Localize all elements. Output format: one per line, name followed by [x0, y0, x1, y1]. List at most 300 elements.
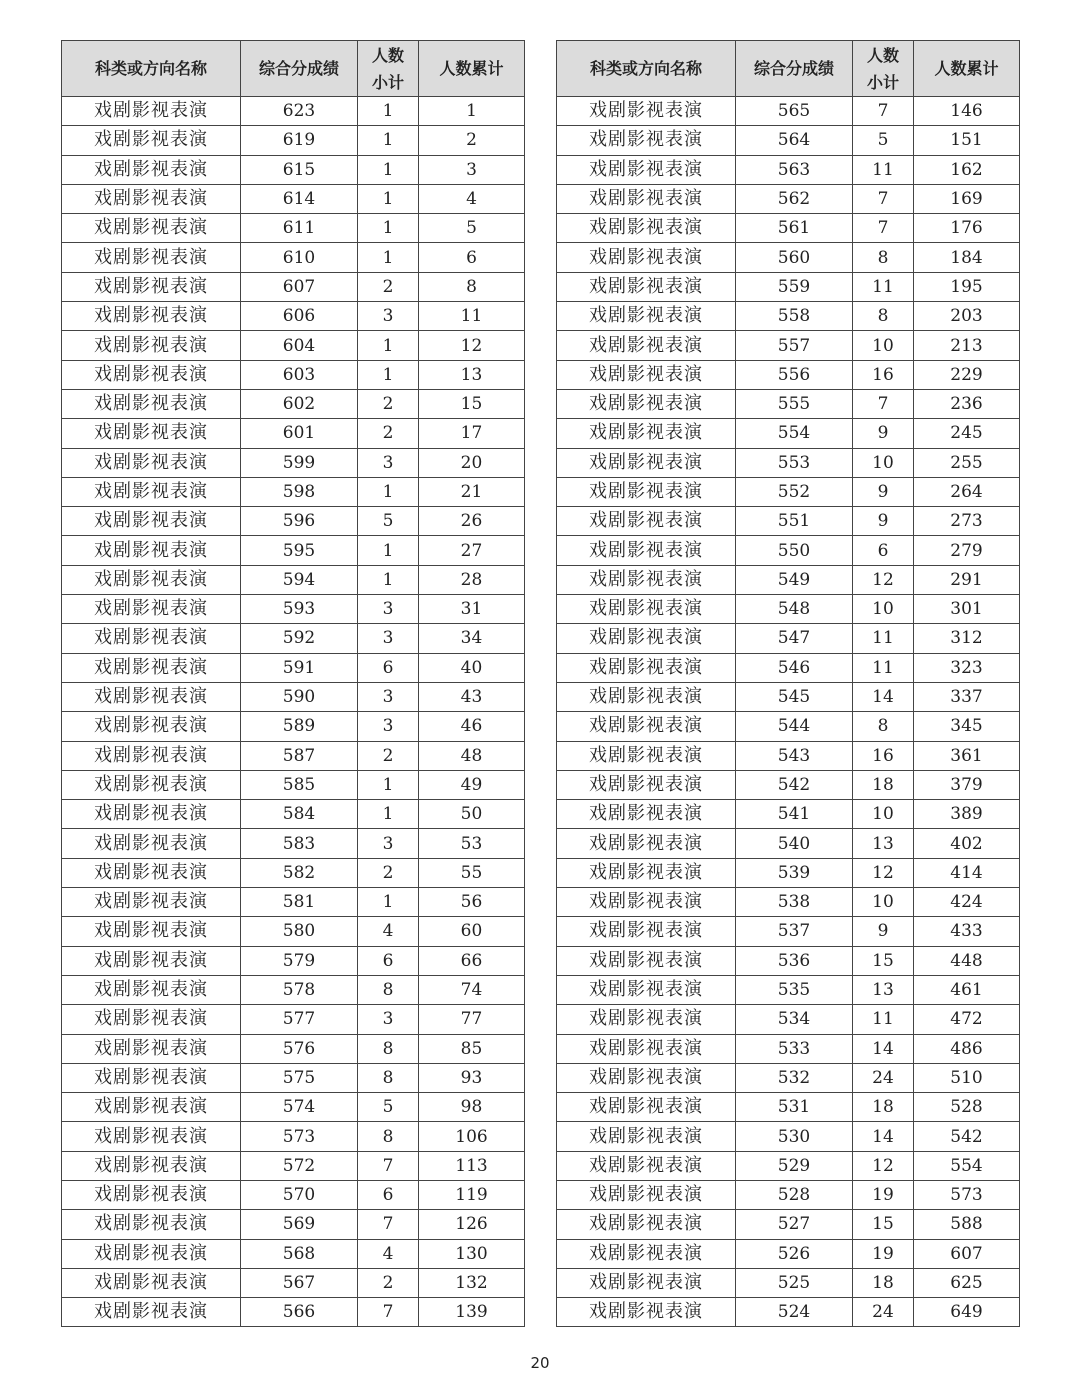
name-cell: 戏剧影视表演	[557, 302, 736, 331]
count-cell: 1	[358, 800, 419, 829]
name-cell: 戏剧影视表演	[62, 829, 241, 858]
score-cell: 528	[736, 1180, 853, 1209]
score-cell: 529	[736, 1151, 853, 1180]
cumulative-cell: 236	[914, 389, 1020, 418]
table-row	[557, 565, 1020, 594]
table-row	[62, 682, 525, 711]
name-cell: 戏剧影视表演	[557, 1180, 736, 1209]
name-cell: 戏剧影视表演	[557, 565, 736, 594]
name-cell: 戏剧影视表演	[62, 1268, 241, 1297]
count-cell: 1	[358, 536, 419, 565]
table-row	[62, 419, 525, 448]
score-cell: 607	[241, 272, 358, 301]
table-row	[62, 536, 525, 565]
header-count-line2: 小计	[371, 72, 404, 92]
score-cell: 525	[736, 1268, 853, 1297]
score-cell: 563	[736, 155, 853, 184]
count-cell: 2	[358, 858, 419, 887]
cumulative-cell: 98	[419, 1093, 525, 1122]
table-row	[62, 770, 525, 799]
count-cell: 15	[853, 1210, 914, 1239]
table-row	[557, 975, 1020, 1004]
cumulative-cell: 361	[914, 741, 1020, 770]
header-cumulative: 人数累计	[419, 41, 525, 97]
score-cell: 576	[241, 1034, 358, 1063]
table-row	[557, 360, 1020, 389]
count-cell: 1	[358, 155, 419, 184]
count-cell: 1	[358, 331, 419, 360]
table-row	[557, 419, 1020, 448]
cumulative-cell: 126	[419, 1210, 525, 1239]
name-cell: 戏剧影视表演	[62, 1210, 241, 1239]
count-cell: 11	[853, 1005, 914, 1034]
count-cell: 11	[853, 624, 914, 653]
score-cell: 573	[241, 1122, 358, 1151]
name-cell: 戏剧影视表演	[62, 917, 241, 946]
table-row	[557, 1268, 1020, 1297]
score-cell: 559	[736, 272, 853, 301]
score-table-right	[556, 40, 1020, 1327]
cumulative-cell: 2	[419, 126, 525, 155]
score-cell: 598	[241, 477, 358, 506]
score-cell: 611	[241, 214, 358, 243]
cumulative-cell: 229	[914, 360, 1020, 389]
score-cell: 590	[241, 682, 358, 711]
count-cell: 19	[853, 1239, 914, 1268]
table-row	[62, 1005, 525, 1034]
score-cell: 558	[736, 302, 853, 331]
cumulative-cell: 402	[914, 829, 1020, 858]
name-cell: 戏剧影视表演	[62, 507, 241, 536]
score-cell: 564	[736, 126, 853, 155]
score-cell: 594	[241, 565, 358, 594]
score-cell: 572	[241, 1151, 358, 1180]
table-row	[62, 1093, 525, 1122]
cumulative-cell: 146	[914, 97, 1020, 126]
score-cell: 527	[736, 1210, 853, 1239]
score-cell: 577	[241, 1005, 358, 1034]
name-cell: 戏剧影视表演	[557, 800, 736, 829]
count-cell: 8	[358, 975, 419, 1004]
score-cell: 599	[241, 448, 358, 477]
header-name: 科类或方向名称	[62, 41, 241, 97]
cumulative-cell: 184	[914, 243, 1020, 272]
count-cell: 7	[358, 1298, 419, 1327]
score-cell: 534	[736, 1005, 853, 1034]
cumulative-cell: 213	[914, 331, 1020, 360]
cumulative-cell: 588	[914, 1210, 1020, 1239]
count-cell: 1	[358, 360, 419, 389]
cumulative-cell: 433	[914, 917, 1020, 946]
name-cell: 戏剧影视表演	[62, 214, 241, 243]
name-cell: 戏剧影视表演	[62, 595, 241, 624]
score-cell: 550	[736, 536, 853, 565]
count-cell: 8	[358, 1034, 419, 1063]
score-cell: 538	[736, 888, 853, 917]
cumulative-cell: 50	[419, 800, 525, 829]
cumulative-cell: 176	[914, 214, 1020, 243]
count-cell: 2	[358, 419, 419, 448]
score-cell: 589	[241, 712, 358, 741]
table-row	[62, 1151, 525, 1180]
name-cell: 戏剧影视表演	[557, 214, 736, 243]
score-cell: 575	[241, 1063, 358, 1092]
table-row	[62, 1268, 525, 1297]
score-cell: 547	[736, 624, 853, 653]
table-row	[62, 1298, 525, 1327]
score-cell: 539	[736, 858, 853, 887]
table-row	[557, 1239, 1020, 1268]
count-cell: 11	[853, 272, 914, 301]
name-cell: 戏剧影视表演	[557, 272, 736, 301]
count-cell: 5	[358, 1093, 419, 1122]
table-row	[557, 1298, 1020, 1327]
score-cell: 552	[736, 477, 853, 506]
table-row	[62, 360, 525, 389]
cumulative-cell: 93	[419, 1063, 525, 1092]
cumulative-cell: 26	[419, 507, 525, 536]
score-cell: 602	[241, 389, 358, 418]
table-row	[62, 1210, 525, 1239]
table-row	[62, 653, 525, 682]
count-cell: 9	[853, 507, 914, 536]
table-row	[557, 126, 1020, 155]
cumulative-cell: 573	[914, 1180, 1020, 1209]
header-name: 科类或方向名称	[557, 41, 736, 97]
score-cell: 603	[241, 360, 358, 389]
table-row	[557, 888, 1020, 917]
cumulative-cell: 20	[419, 448, 525, 477]
cumulative-cell: 130	[419, 1239, 525, 1268]
cumulative-cell: 46	[419, 712, 525, 741]
cumulative-cell: 43	[419, 682, 525, 711]
count-cell: 11	[853, 155, 914, 184]
table-row	[557, 858, 1020, 887]
score-cell: 584	[241, 800, 358, 829]
score-cell: 570	[241, 1180, 358, 1209]
count-cell: 9	[853, 477, 914, 506]
name-cell: 戏剧影视表演	[557, 1005, 736, 1034]
cumulative-cell: 1	[419, 97, 525, 126]
table-row	[557, 389, 1020, 418]
cumulative-cell: 379	[914, 770, 1020, 799]
cumulative-cell: 74	[419, 975, 525, 1004]
count-cell: 8	[853, 243, 914, 272]
score-cell: 581	[241, 888, 358, 917]
table-row	[557, 1151, 1020, 1180]
name-cell: 戏剧影视表演	[62, 858, 241, 887]
cumulative-cell: 323	[914, 653, 1020, 682]
cumulative-cell: 424	[914, 888, 1020, 917]
cumulative-cell: 31	[419, 595, 525, 624]
name-cell: 戏剧影视表演	[62, 477, 241, 506]
cumulative-cell: 291	[914, 565, 1020, 594]
name-cell: 戏剧影视表演	[557, 1093, 736, 1122]
table-row	[62, 829, 525, 858]
table-row	[62, 1122, 525, 1151]
score-cell: 574	[241, 1093, 358, 1122]
cumulative-cell: 77	[419, 1005, 525, 1034]
table-row	[557, 1093, 1020, 1122]
cumulative-cell: 414	[914, 858, 1020, 887]
name-cell: 戏剧影视表演	[62, 243, 241, 272]
table-row	[557, 155, 1020, 184]
score-cell: 562	[736, 184, 853, 213]
cumulative-cell: 3	[419, 155, 525, 184]
name-cell: 戏剧影视表演	[557, 624, 736, 653]
score-table-left	[61, 40, 525, 1327]
name-cell: 戏剧影视表演	[62, 1151, 241, 1180]
cumulative-cell: 510	[914, 1063, 1020, 1092]
score-cell: 545	[736, 682, 853, 711]
score-cell: 593	[241, 595, 358, 624]
name-cell: 戏剧影视表演	[62, 155, 241, 184]
cumulative-cell: 8	[419, 272, 525, 301]
cumulative-cell: 12	[419, 331, 525, 360]
table-header-row	[557, 41, 1020, 97]
count-cell: 15	[853, 946, 914, 975]
name-cell: 戏剧影视表演	[557, 917, 736, 946]
cumulative-cell: 15	[419, 389, 525, 418]
cumulative-cell: 461	[914, 975, 1020, 1004]
count-cell: 3	[358, 448, 419, 477]
count-cell: 7	[358, 1151, 419, 1180]
table-row	[62, 97, 525, 126]
name-cell: 戏剧影视表演	[557, 975, 736, 1004]
count-cell: 5	[853, 126, 914, 155]
count-cell: 4	[358, 917, 419, 946]
score-cell: 560	[736, 243, 853, 272]
table-row	[62, 595, 525, 624]
header-cumulative: 人数累计	[914, 41, 1020, 97]
name-cell: 戏剧影视表演	[62, 1122, 241, 1151]
table-row	[62, 1063, 525, 1092]
count-cell: 10	[853, 800, 914, 829]
count-cell: 10	[853, 331, 914, 360]
table-row	[557, 682, 1020, 711]
score-cell: 592	[241, 624, 358, 653]
cumulative-cell: 264	[914, 477, 1020, 506]
table-row	[62, 272, 525, 301]
table-row	[557, 829, 1020, 858]
score-cell: 557	[736, 331, 853, 360]
score-cell: 604	[241, 331, 358, 360]
cumulative-cell: 139	[419, 1298, 525, 1327]
name-cell: 戏剧影视表演	[62, 946, 241, 975]
name-cell: 戏剧影视表演	[62, 565, 241, 594]
table-row	[557, 1210, 1020, 1239]
count-cell: 3	[358, 302, 419, 331]
cumulative-cell: 60	[419, 917, 525, 946]
count-cell: 9	[853, 917, 914, 946]
score-cell: 551	[736, 507, 853, 536]
table-row	[62, 302, 525, 331]
score-cell: 619	[241, 126, 358, 155]
score-cell: 555	[736, 389, 853, 418]
header-count	[358, 41, 419, 97]
name-cell: 戏剧影视表演	[557, 477, 736, 506]
score-cell: 582	[241, 858, 358, 887]
cumulative-cell: 203	[914, 302, 1020, 331]
score-cell: 591	[241, 653, 358, 682]
score-cell: 524	[736, 1298, 853, 1327]
count-cell: 10	[853, 888, 914, 917]
table-row	[557, 214, 1020, 243]
table-row	[557, 800, 1020, 829]
table-row	[62, 1034, 525, 1063]
score-cell: 532	[736, 1063, 853, 1092]
cumulative-cell: 27	[419, 536, 525, 565]
name-cell: 戏剧影视表演	[62, 800, 241, 829]
count-cell: 3	[358, 712, 419, 741]
name-cell: 戏剧影视表演	[62, 419, 241, 448]
score-cell: 540	[736, 829, 853, 858]
cumulative-cell: 273	[914, 507, 1020, 536]
header-count-line2: 小计	[866, 72, 899, 92]
score-cell: 535	[736, 975, 853, 1004]
table-row	[557, 624, 1020, 653]
cumulative-cell: 49	[419, 770, 525, 799]
table-row	[557, 1005, 1020, 1034]
count-cell: 1	[358, 126, 419, 155]
cumulative-cell: 607	[914, 1239, 1020, 1268]
cumulative-cell: 28	[419, 565, 525, 594]
name-cell: 戏剧影视表演	[557, 1151, 736, 1180]
name-cell: 戏剧影视表演	[62, 624, 241, 653]
name-cell: 戏剧影视表演	[557, 946, 736, 975]
score-cell: 554	[736, 419, 853, 448]
count-cell: 3	[358, 624, 419, 653]
count-cell: 1	[358, 184, 419, 213]
cumulative-cell: 4	[419, 184, 525, 213]
count-cell: 18	[853, 770, 914, 799]
count-cell: 7	[358, 1210, 419, 1239]
table-row	[62, 507, 525, 536]
name-cell: 戏剧影视表演	[557, 184, 736, 213]
table-row	[62, 565, 525, 594]
name-cell: 戏剧影视表演	[557, 419, 736, 448]
table-row	[557, 1063, 1020, 1092]
count-cell: 4	[358, 1239, 419, 1268]
name-cell: 戏剧影视表演	[557, 389, 736, 418]
cumulative-cell: 17	[419, 419, 525, 448]
cumulative-cell: 162	[914, 155, 1020, 184]
table-row	[62, 477, 525, 506]
table-row	[62, 800, 525, 829]
count-cell: 3	[358, 682, 419, 711]
count-cell: 6	[358, 1180, 419, 1209]
count-cell: 2	[358, 1268, 419, 1297]
table-row	[557, 1180, 1020, 1209]
score-cell: 568	[241, 1239, 358, 1268]
cumulative-cell: 345	[914, 712, 1020, 741]
table-row	[557, 331, 1020, 360]
name-cell: 戏剧影视表演	[557, 1298, 736, 1327]
name-cell: 戏剧影视表演	[62, 682, 241, 711]
name-cell: 戏剧影视表演	[557, 888, 736, 917]
count-cell: 18	[853, 1268, 914, 1297]
cumulative-cell: 337	[914, 682, 1020, 711]
score-cell: 587	[241, 741, 358, 770]
count-cell: 10	[853, 448, 914, 477]
cumulative-cell: 21	[419, 477, 525, 506]
table-row	[557, 770, 1020, 799]
cumulative-cell: 34	[419, 624, 525, 653]
score-cell: 566	[241, 1298, 358, 1327]
table-row	[62, 448, 525, 477]
name-cell: 戏剧影视表演	[62, 448, 241, 477]
count-cell: 14	[853, 1034, 914, 1063]
name-cell: 戏剧影视表演	[557, 448, 736, 477]
name-cell: 戏剧影视表演	[557, 682, 736, 711]
score-cell: 531	[736, 1093, 853, 1122]
cumulative-cell: 245	[914, 419, 1020, 448]
count-cell: 1	[358, 243, 419, 272]
name-cell: 戏剧影视表演	[62, 1005, 241, 1034]
count-cell: 11	[853, 653, 914, 682]
count-cell: 16	[853, 741, 914, 770]
score-cell: 615	[241, 155, 358, 184]
cumulative-cell: 106	[419, 1122, 525, 1151]
count-cell: 8	[853, 302, 914, 331]
score-cell: 530	[736, 1122, 853, 1151]
table-row	[62, 126, 525, 155]
table-row	[62, 331, 525, 360]
score-cell: 553	[736, 448, 853, 477]
table-row	[557, 917, 1020, 946]
name-cell: 戏剧影视表演	[557, 741, 736, 770]
cumulative-cell: 5	[419, 214, 525, 243]
count-cell: 7	[853, 214, 914, 243]
cumulative-cell: 312	[914, 624, 1020, 653]
score-cell: 610	[241, 243, 358, 272]
cumulative-cell: 6	[419, 243, 525, 272]
count-cell: 3	[358, 1005, 419, 1034]
score-cell: 623	[241, 97, 358, 126]
table-row	[62, 741, 525, 770]
score-cell: 542	[736, 770, 853, 799]
name-cell: 戏剧影视表演	[557, 1122, 736, 1151]
count-cell: 1	[358, 477, 419, 506]
table-row	[62, 975, 525, 1004]
score-cell: 578	[241, 975, 358, 1004]
table-row	[62, 184, 525, 213]
count-cell: 2	[358, 389, 419, 418]
table-row	[557, 653, 1020, 682]
name-cell: 戏剧影视表演	[62, 331, 241, 360]
score-cell: 543	[736, 741, 853, 770]
name-cell: 戏剧影视表演	[62, 1093, 241, 1122]
score-cell: 561	[736, 214, 853, 243]
count-cell: 10	[853, 595, 914, 624]
score-cell: 614	[241, 184, 358, 213]
score-cell: 567	[241, 1268, 358, 1297]
table-row	[557, 272, 1020, 301]
name-cell: 戏剧影视表演	[62, 770, 241, 799]
count-cell: 1	[358, 97, 419, 126]
cumulative-cell: 554	[914, 1151, 1020, 1180]
name-cell: 戏剧影视表演	[62, 97, 241, 126]
score-cell: 596	[241, 507, 358, 536]
count-cell: 2	[358, 272, 419, 301]
name-cell: 戏剧影视表演	[62, 1239, 241, 1268]
cumulative-cell: 301	[914, 595, 1020, 624]
name-cell: 戏剧影视表演	[62, 536, 241, 565]
cumulative-cell: 486	[914, 1034, 1020, 1063]
header-count	[853, 41, 914, 97]
table-row	[62, 243, 525, 272]
cumulative-cell: 56	[419, 888, 525, 917]
